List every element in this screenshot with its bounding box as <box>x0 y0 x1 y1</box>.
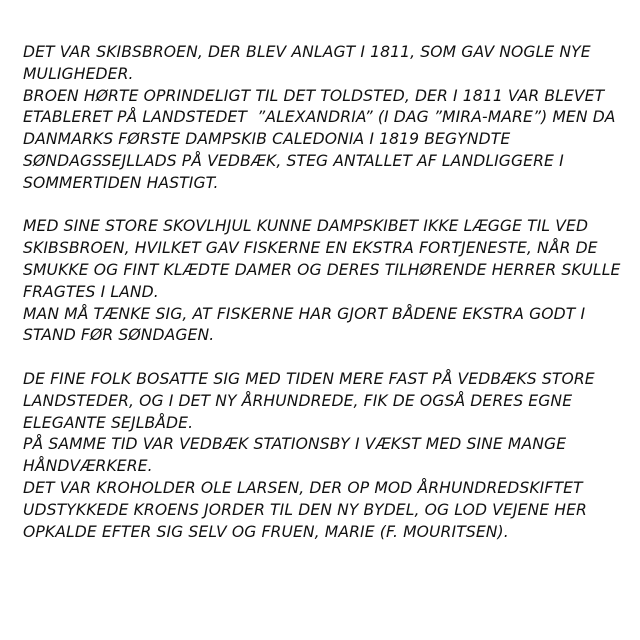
text-line: OPKALDE EFTER SIG SELV OG FRUEN, MARIE (F. MOURITSEN). <box>23 522 509 541</box>
text-line: STAND FØR SØNDAGEN. <box>23 326 215 345</box>
text-line: LANDSTEDER, OG I DET NY ÅRHUNDREDE, FIK DE OGSÅ DERES EGNE <box>23 391 573 410</box>
paragraph-gap <box>23 347 623 369</box>
text-line: ETABLERET PÅ LANDSTEDET ”ALEXANDRIA” (I DAG ”MIRA-MARE”) MEN DA <box>23 108 616 127</box>
text-line: PÅ SAMME TID VAR VEDBÆK STATIONSBY I VÆKST MED SINE MANGE <box>23 435 567 454</box>
text-line: SOMMERTIDEN HASTIGT. <box>23 173 219 192</box>
text-line: SKIBSBROEN, HVILKET GAV FISKERNE EN EKSTRA FORTJENESTE, NÅR DE <box>23 239 598 258</box>
document-page <box>23 42 623 543</box>
text-line: MULIGHEDER. <box>23 64 134 83</box>
text-line: BROEN HØRTE OPRINDELIGT TIL DET TOLDSTED, DER I 1811 VAR BLEVET <box>23 86 605 105</box>
paragraph-fine-folk <box>23 369 623 543</box>
text-line: SMUKKE OG FINT KLÆDTE DAMER OG DERES TILHØRENDE HERRER SKULLE <box>23 260 621 279</box>
text-line: ELEGANTE SEJLBÅDE. <box>23 413 194 432</box>
text-line: HÅNDVÆRKERE. <box>23 457 153 476</box>
text-line: MED SINE STORE SKOVLHJUL KUNNE DAMPSKIBET IKKE LÆGGE TIL VED <box>23 217 589 236</box>
text-line: DE FINE FOLK BOSATTE SIG MED TIDEN MERE FAST PÅ VEDBÆKS STORE <box>23 369 595 388</box>
paragraph-skibsbroen <box>23 42 623 195</box>
text-line: FRAGTES I LAND. <box>23 282 159 301</box>
text-line: SØNDAGSSEJLLADS PÅ VEDBÆK, STEG ANTALLET AF LANDLIGGERE I <box>23 151 564 170</box>
paragraph-gap <box>23 195 623 217</box>
text-line: DET VAR KROHOLDER OLE LARSEN, DER OP MOD ÅRHUNDREDSKIFTET <box>23 478 583 497</box>
text-line: MAN MÅ TÆNKE SIG, AT FISKERNE HAR GJORT BÅDENE EKSTRA GODT I <box>23 304 586 323</box>
text-line: UDSTYKKEDE KROENS JORDER TIL DEN NY BYDEL, OG LOD VEJENE HER <box>23 500 587 519</box>
paragraph-dampskibet <box>23 216 623 347</box>
text-line: DANMARKS FØRSTE DAMPSKIB CALEDONIA I 1819 BEGYNDTE <box>23 130 511 149</box>
text-line: DET VAR SKIBSBROEN, DER BLEV ANLAGT I 1811, SOM GAV NOGLE NYE <box>23 43 591 61</box>
